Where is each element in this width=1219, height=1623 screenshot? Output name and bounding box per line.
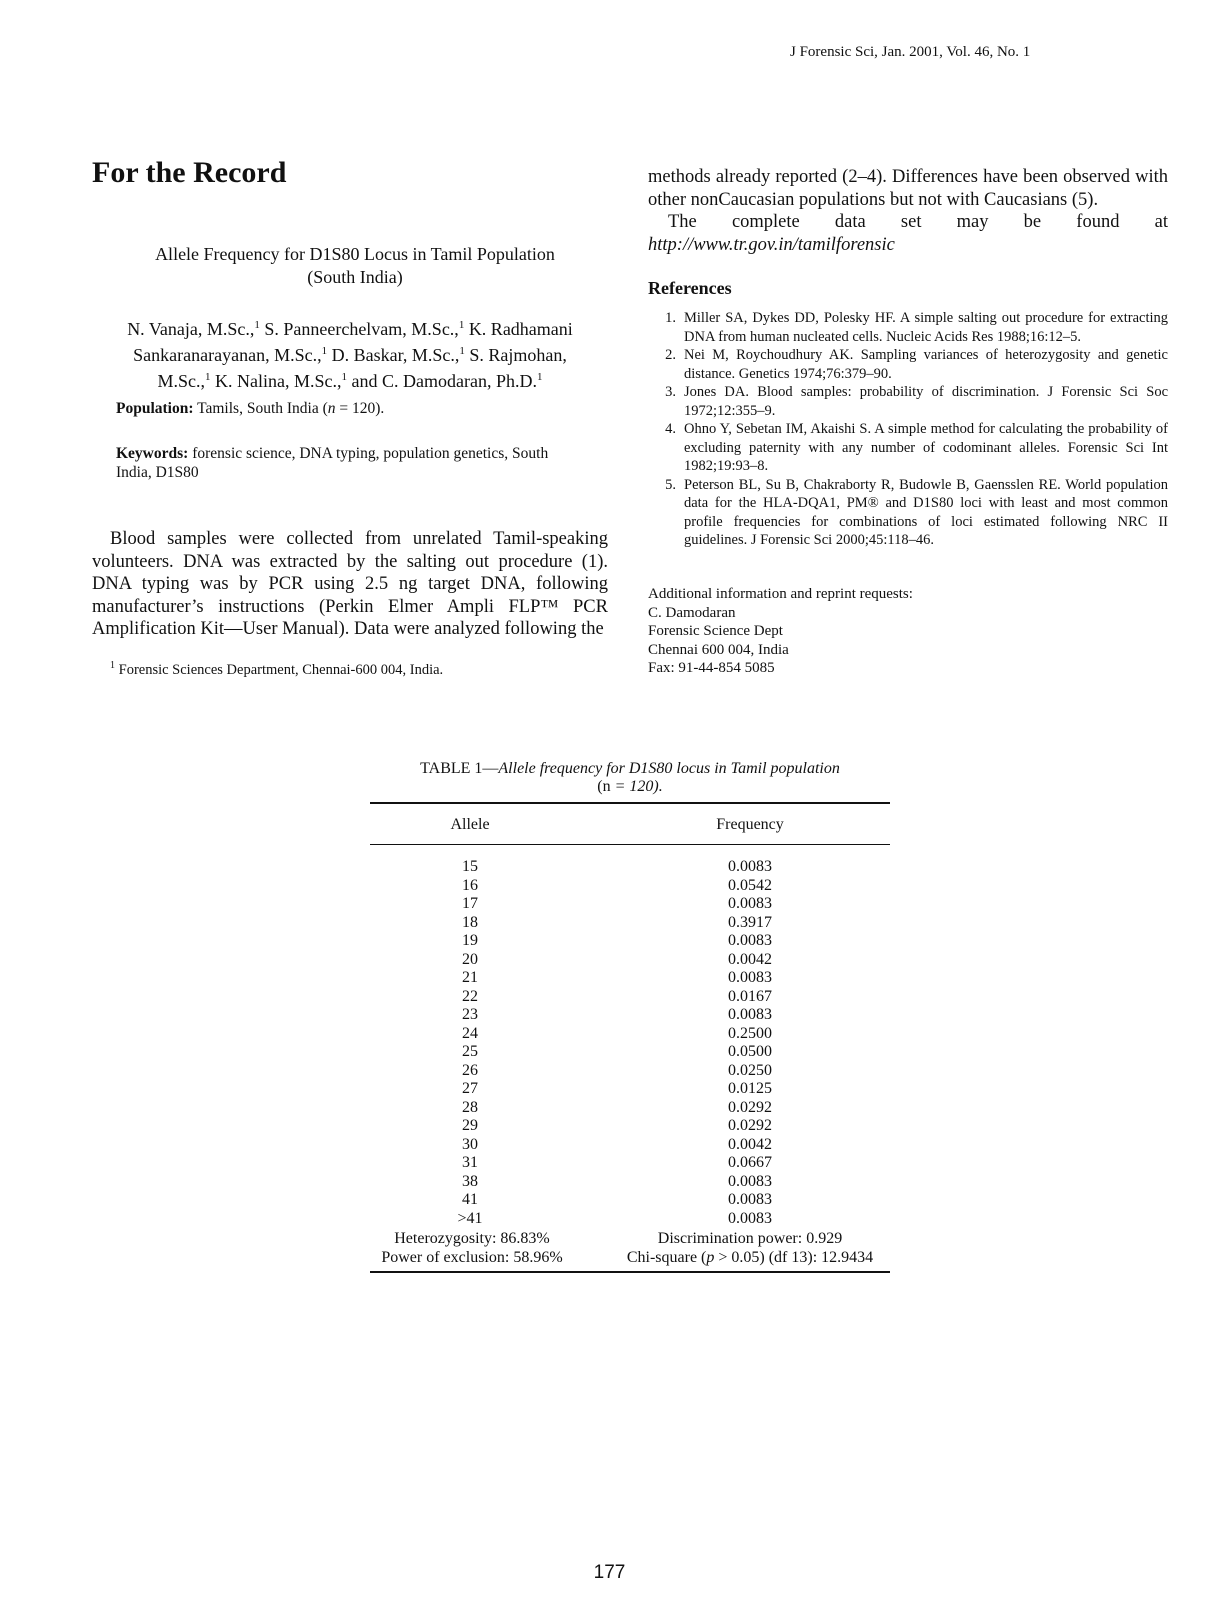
chi-square-value: Chi-square (p > 0.05) (df 13): 12.9434 [626,1248,874,1266]
page-number: 177 [593,1562,626,1583]
frequency-cell: 0.0083 [728,1172,772,1190]
frequency-cell: 0.0250 [728,1061,772,1079]
frequency-cell: 0.0042 [728,950,772,968]
reference-list [648,309,1168,550]
running-head: J Forensic Sci, Jan. 2001, Vol. 46, No. 1 [790,44,1031,60]
allele-cell: 27 [462,1080,478,1097]
frequency-cell: 0.0167 [728,987,772,1005]
table-caption: TABLE 1—Allele frequency for D1S80 locus in Tamil population (n = 120). [420,760,840,795]
keywords-line: Keywords: forensic science, DNA typing, population genetics, South India, D1S80 [116,445,549,481]
table-bottom-rule [370,1271,890,1273]
table-summary-left [358,1230,586,1267]
allele-cell: 29 [462,1117,478,1134]
affiliation-footnote: $^1$ Forensic Sciences Department, Chennai-600 004, India. [110,660,444,678]
frequency-cell: 0.0083 [728,858,772,875]
allele-cell: 25 [462,1043,478,1060]
author-list: N. Vanaja, M.Sc.,$^1$ S. Panneerchelvam, M.Sc.,$^1$ K. Radhamani Sankaranarayanan, M.Sc.,$^1$ D. Baskar, M.Sc.,$^1$ S. Rajmohan, M.Sc.,$^1$ K. Nalina, M.Sc.,$^1$ and C. Damodaran, Ph.D.$^1$ [127,319,573,391]
frequency-cell: 0.0542 [728,876,772,894]
frequency-cell: 0.0292 [728,1098,772,1116]
reference-item: 5. Peterson BL, Su B, Chakraborty R, Budowle B, Gaensslen RE. World population data for the HLA-DQA1, PM® and D1S80 loci with least and most common profile frequencies for combinations of loci estimated following NRC II guidelines. J Forensic Sci 2000;45:118–46. [665,476,1168,548]
reference-item: 3. Jones DA. Blood samples: probability of discrimination. J Forensic Sci Soc 1972;12:355–9. [665,384,1168,419]
allele-cell: 31 [462,1154,478,1171]
table-header-allele: Allele [450,816,490,833]
heterozygosity-value: Heterozygosity: 86.83% [394,1230,550,1247]
allele-cell: >41 [457,1209,483,1227]
allele-cell: 23 [462,1006,478,1023]
allele-cell: 17 [462,895,478,912]
table-top-rule [370,802,890,804]
discrimination-power-value: Discrimination power: 0.929 [657,1230,843,1247]
allele-cell: 38 [462,1172,478,1190]
reference-item: 4. Ohno Y, Sebetan IM, Akaishi S. A simple method for calculating the probability of excluding paternity with any number of codominant alleles. Forensic Sci Int 1982;19:93–8. [665,421,1168,474]
table-header-rule [370,844,890,845]
correspondence-address: Additional information and reprint requests: C. Damodaran Forensic Science Dept Chennai 600 004, India Fax: 91-44-854 5085 [648,586,913,676]
exclusion-power-value: Power of exclusion: 58.96% [381,1248,563,1266]
frequency-cell: 0.0125 [728,1080,772,1097]
reference-item: 2. Nei M, Roychoudhury AK. Sampling variances of heterozygosity and genetic distance. Genetics 1974;76:379–90. [665,347,1168,382]
data-link[interactable]: http://www.tr.gov.in/tamilforensic [648,234,895,255]
population-line: Population: Tamils, South India (n = 120). [116,400,385,417]
frequency-cell: 0.0042 [728,1135,772,1153]
frequency-cell: 0.0292 [728,1117,772,1134]
frequency-cell: 0.0083 [728,1209,772,1227]
frequency-cell: 0.0083 [728,1191,772,1208]
allele-cell: 30 [462,1135,478,1153]
frequency-cell: 0.3917 [728,913,772,931]
allele-cell: 26 [462,1061,478,1079]
allele-cell: 28 [462,1098,478,1116]
body-paragraph-right-2: The complete data set may be found at http://www.tr.gov.in/tamilforensic [648,212,1168,255]
frequency-cell: 0.0083 [728,932,772,949]
section-title: For the Record [92,156,287,189]
body-text-right [648,166,1168,256]
frequency-cell: 0.0500 [728,1043,772,1060]
frequency-cell: 0.0083 [728,969,772,986]
allele-cell: 22 [462,987,478,1005]
body-paragraph-right-1: methods already reported (2–4). Differences have been observed with other nonCaucasian populations but not with Caucasians (5). [648,167,1168,210]
frequency-cell: 0.2500 [728,1024,772,1042]
allele-cell: 16 [462,876,478,894]
table-header-frequency: Frequency [716,816,784,833]
allele-cell: 41 [462,1191,478,1208]
body-paragraph-left: Blood samples were collected from unrelated Tamil-speaking volunteers. DNA was extracted by the salting out procedure (1). DNA typing was by PCR using 2.5 ng target DNA, following manufacturer’s instructions (Perkin Elmer Ampli FLP™ PCR Amplification Kit—User Manual). Data were analyzed following the [92,529,608,639]
frequency-cell: 0.0083 [728,1006,772,1023]
article-title-line-2: (South India) [307,267,403,287]
allele-column [370,858,570,1228]
article-title-line-1: Allele Frequency for D1S80 Locus in Tamil Population [155,244,555,264]
allele-cell: 15 [462,858,478,875]
reference-item: 1. Miller SA, Dykes DD, Polesky HF. A simple salting out procedure for extracting DNA from human nucleated cells. Nucleic Acids Res 1988;16:12–5. [665,310,1168,345]
allele-cell: 19 [462,932,478,949]
allele-cell: 20 [462,950,478,968]
frequency-cell: 0.0083 [728,895,772,912]
table-summary-right [610,1230,890,1267]
frequency-cell: 0.0667 [728,1154,772,1171]
allele-cell: 18 [462,913,478,931]
article-title [120,243,590,289]
allele-cell: 24 [462,1024,478,1042]
frequency-column [610,858,890,1228]
references-heading: References [648,278,732,298]
allele-cell: 21 [462,969,478,986]
